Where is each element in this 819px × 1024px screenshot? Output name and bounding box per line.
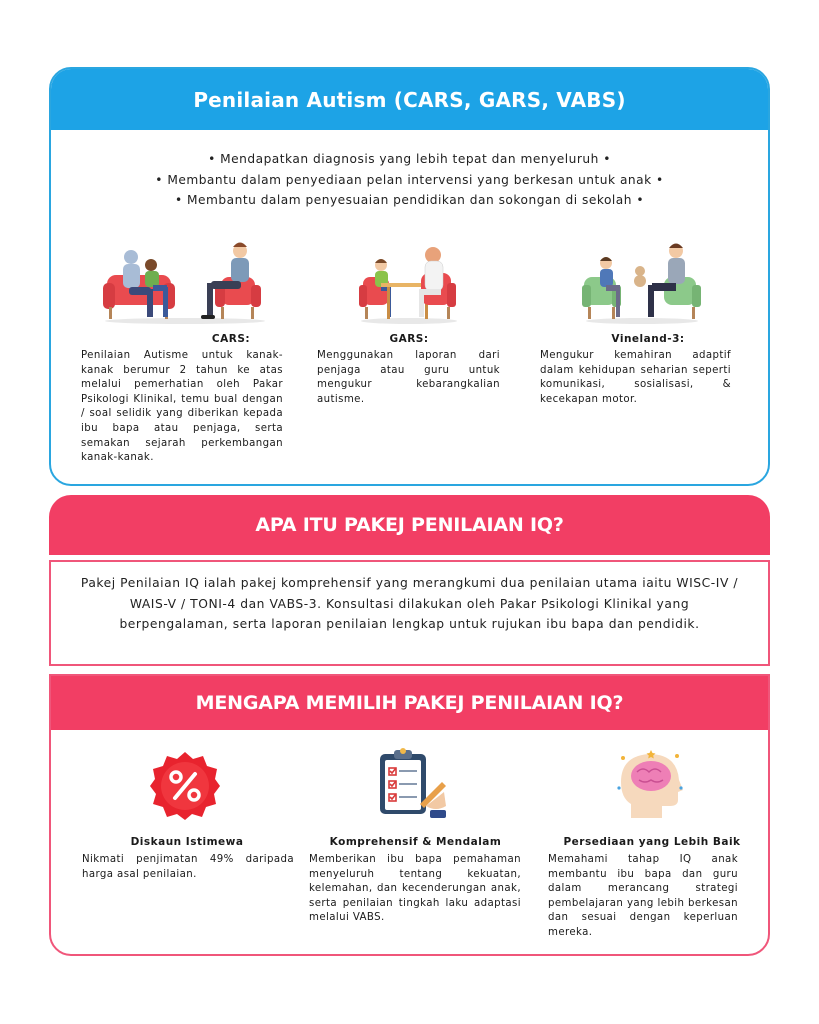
method-title: CARS:	[211, 333, 251, 345]
benefit-item: • Membantu dalam penyediaan pelan intervensi yang berkesan untuk anak •	[155, 172, 664, 187]
child-play-illustration	[582, 237, 702, 325]
feature-title: Persediaan yang Lebih Baik	[563, 836, 741, 848]
why-section-title: MENGAPA MEMILIH PAKEJ PENILAIAN IQ?	[51, 676, 768, 730]
method-title: GARS:	[389, 333, 429, 345]
autism-assessment-card	[49, 67, 770, 486]
method-description: Menggunakan laporan dari penjaga atau guru untuk mengukur kebarangkalian autisme.	[317, 350, 500, 405]
benefit-item: • Mendapatkan diagnosis yang lebih tepat dan menyeluruh •	[208, 152, 611, 166]
why-choose-card	[49, 674, 770, 956]
method-description: Mengukur kemahiran adaptif dalam kehidupan seharian seperti komunikasi, sosialisasi, & kecekapan motor.	[540, 350, 731, 405]
checklist-clipboard-icon	[374, 746, 450, 822]
feature-description: Nikmati penjimatan 49% daripada harga asal penilaian.	[82, 854, 294, 880]
feature-description: Memberikan ibu bapa pemahaman menyeluruh tentang kekuatan, kelemahan, dan kecenderungan anak, serta penilaian tingkah laku adaptasi melalui VABS.	[309, 854, 521, 924]
teacher-child-illustration	[359, 237, 459, 325]
method-title: Vineland-3:	[611, 333, 685, 345]
iq-description: Pakej Penilaian IQ ialah pakej komprehensif yang merangkumi dua penilaian utama iaitu WISC-IV / WAIS-V / TONI-4 dan VABS-3. Konsultasi dilakukan oleh Pakar Psikologi Klinikal yang berpengalaman, serta laporan penilaian lengkap untuk rujukan ibu bapa dan pendidik.	[49, 560, 770, 666]
iq-section-title: APA ITU PAKEJ PENILAIAN IQ?	[49, 495, 770, 555]
autism-section-title: Penilaian Autism (CARS, GARS, VABS)	[51, 69, 768, 130]
feature-title: Komprehensif & Mendalam	[329, 836, 502, 848]
method-description: Penilaian Autisme untuk kanak-kanak berumur 2 tahun ke atas melalui pemerhatian oleh Pakar Psikologi Klinikal, temu bual dengan / soal selidik yang diberikan kepada ibu bapa atau penjaga, serta semakan sejarah perkembangan kanak-kanak.	[81, 350, 283, 464]
benefits-list	[51, 149, 768, 211]
brain-head-icon	[615, 748, 687, 822]
percent-badge-icon	[150, 750, 220, 820]
assessment-methods	[51, 237, 768, 477]
feature-title: Diskaun Istimewa	[130, 836, 244, 848]
feature-description: Memahami tahap IQ anak membantu ibu bapa dan guru dalam merancang strategi pembelajaran yang lebih berkesan dan sesuai dengan keperluan mereka.	[548, 854, 738, 938]
family-therapy-illustration	[103, 237, 268, 325]
benefit-item: • Membantu dalam penyesuaian pendidikan dan sokongan di sekolah •	[174, 193, 645, 207]
